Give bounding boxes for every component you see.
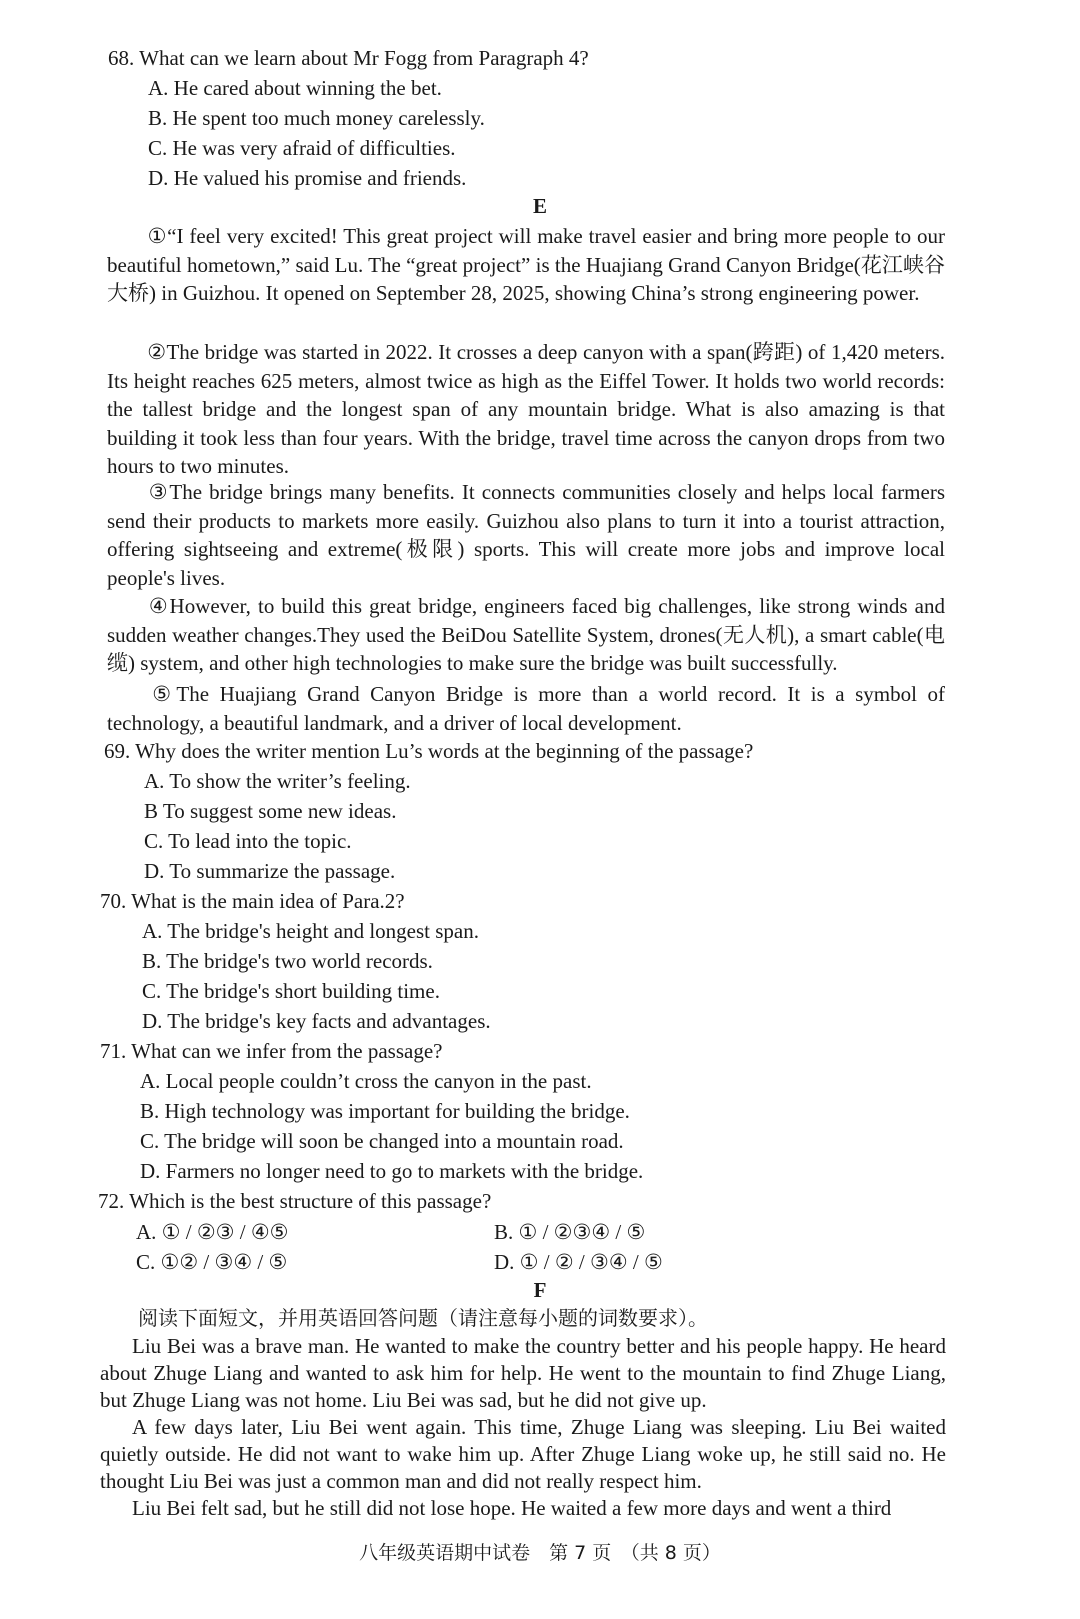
question-71-option-d: D. Farmers no longer need to go to markets with the bridge.: [140, 1159, 644, 1183]
section-f-paragraph-1-text: Liu Bei was a brave man. He wanted to make the country better and his people happy. He heard about Zhuge Liang and wanted to ask him for help. He went to the mountain to find Zhuge Liang, but Zhuge Liang was not home. Liu Bei was sad, but he did not give up.: [100, 1334, 946, 1412]
question-70-option-d: D. The bridge's key facts and advantages.: [142, 1009, 491, 1033]
section-e-paragraph-4: [107, 592, 945, 678]
section-f-paragraph-3: [100, 1495, 946, 1522]
section-f-paragraph-2-text: A few days later, Liu Bei went again. This time, Zhuge Liang was sleeping. Liu Bei waited quietly outside. He did not want to wake him up. After Zhuge Liang woke up, he still said no. He thought Liu Bei was just a common man and did not really respect him.: [100, 1415, 946, 1493]
question-68-option-a: A. He cared about winning the bet.: [148, 76, 442, 100]
section-f-paragraph-2: [100, 1414, 946, 1495]
question-72-option-b: B. ① / ②③④ / ⑤: [494, 1220, 646, 1244]
question-68-option-b: B. He spent too much money carelessly.: [148, 106, 485, 130]
section-e-heading: E: [532, 194, 547, 218]
question-70-option-b: B. The bridge's two world records.: [142, 949, 433, 973]
question-69-option-a: A. To show the writer’s feeling.: [144, 769, 411, 793]
section-e-paragraph-3: [107, 478, 945, 592]
section-e-paragraph-1: [107, 222, 945, 308]
question-68-option-d: D. He valued his promise and friends.: [148, 166, 467, 190]
section-e-paragraph-2: [107, 338, 945, 481]
question-71-option-b: B. High technology was important for building the bridge.: [140, 1099, 630, 1123]
question-72-option-a: A. ① / ②③ / ④⑤: [136, 1220, 289, 1244]
question-70-stem: 70. What is the main idea of Para.2?: [100, 889, 405, 913]
question-70-option-c: C. The bridge's short building time.: [142, 979, 440, 1003]
section-f-instruction: 阅读下面短文，并用英语回答问题（请注意每小题的词数要求）。: [138, 1306, 708, 1330]
question-71-option-a: A. Local people couldn’t cross the canyon in the past.: [140, 1069, 592, 1093]
section-e-paragraph-1-text: ①“I feel very excited! This great project will make travel easier and bring more people to our beautiful hometown,” said Lu. The “great project” is the Huajiang Grand Canyon Bridge(花江峡谷大桥) in Guizhou. It opened on September 28, 2025, showing China’s strong engineering power.: [107, 224, 945, 306]
section-f-paragraph-1: [100, 1333, 946, 1414]
question-68-stem: 68. What can we learn about Mr Fogg from Paragraph 4?: [108, 46, 589, 70]
question-71-option-c: C. The bridge will soon be changed into a mountain road.: [140, 1129, 624, 1153]
question-70-option-a: A. The bridge's height and longest span.: [142, 919, 480, 943]
question-69-option-d: D. To summarize the passage.: [144, 859, 396, 883]
section-e-paragraph-4-text: ④However, to build this great bridge, engineers faced big challenges, like strong winds and sudden weather changes.They used the BeiDou Satellite System, drones(无人机), a smart cable(电缆) system, and other high technologies to make sure the bridge was built successfully.: [107, 594, 945, 676]
question-72-option-c: C. ①② / ③④ / ⑤: [136, 1250, 288, 1274]
section-e-paragraph-2-text: ②The bridge was started in 2022. It crosses a deep canyon with a span(跨距) of 1,420 meters. Its height reaches 625 meters, almost twice as high as the Eiffel Tower. It holds two world records: the tallest bridge and the longest span of any mountain bridge. What is also amazing is that building it took less than four years. With the bridge, travel time across the canyon drops from two hours to two minutes.: [107, 340, 945, 479]
section-f-heading: F: [533, 1278, 547, 1302]
question-69-stem: 69. Why does the writer mention Lu’s words at the beginning of the passage?: [104, 739, 754, 763]
question-69-option-c: C. To lead into the topic.: [144, 829, 352, 853]
page-footer: 八年级英语期中试卷 第 7 页 （共 8 页）: [359, 1542, 721, 1564]
question-71-stem: 71. What can we infer from the passage?: [100, 1039, 443, 1063]
section-e-paragraph-5-text: ⑤The Huajiang Grand Canyon Bridge is more than a world record. It is a symbol of technology, a beautiful landmark, and a driver of local development.: [107, 682, 945, 735]
section-e-paragraph-3-text: ③The bridge brings many benefits. It connects communities closely and helps local farmers send their products to markets more easily. Guizhou also plans to turn it into a tourist attraction, offering sightseeing and extreme(极限) sports. This will create more jobs and improve local people's lives.: [107, 480, 945, 590]
question-72-option-d: D. ① / ② / ③④ / ⑤: [494, 1250, 663, 1274]
question-72-stem: 72. Which is the best structure of this passage?: [98, 1189, 492, 1213]
section-e-paragraph-5: [107, 680, 945, 737]
question-69-option-b: B To suggest some new ideas.: [144, 799, 397, 823]
question-68-option-c: C. He was very afraid of difficulties.: [148, 136, 456, 160]
section-f-paragraph-3-text: Liu Bei felt sad, but he still did not lose hope. He waited a few more days and went a third: [132, 1496, 892, 1520]
